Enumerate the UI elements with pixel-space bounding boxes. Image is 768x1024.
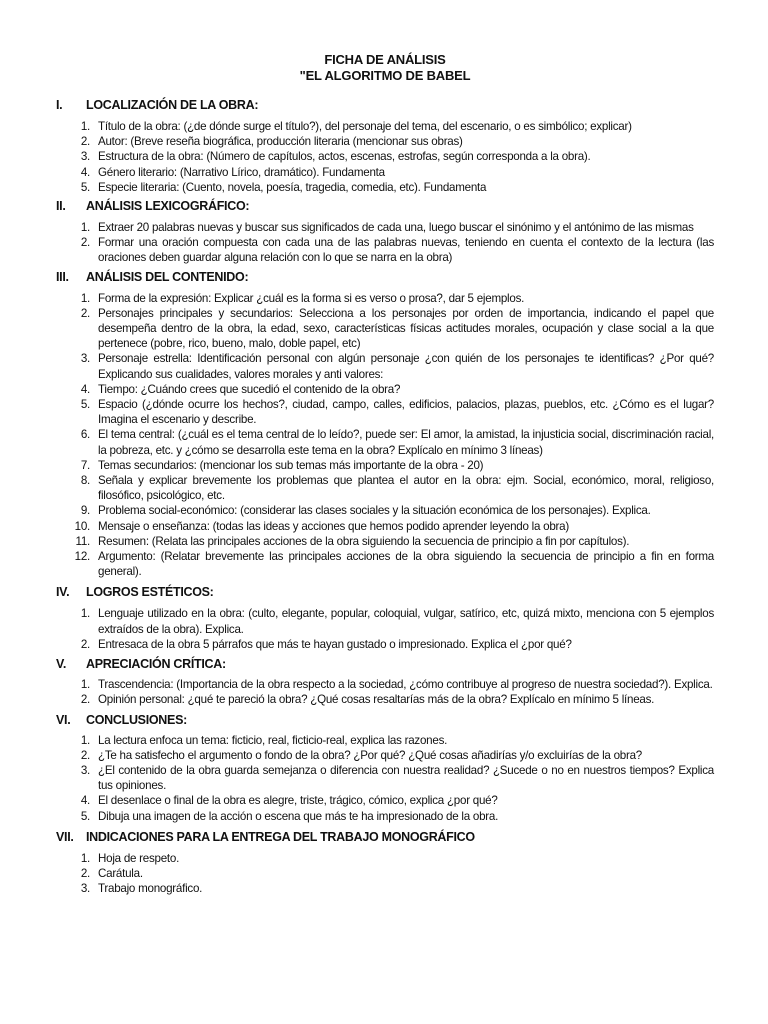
section-title: APRECIACIÓN CRÍTICA: (86, 657, 226, 672)
item-text: ¿El contenido de la obra guarda semejanza o diferencia con nuestra realidad? ¿Sucede o no en nuestros tiempos? Explica tus opiniones. (98, 763, 714, 793)
item-list (56, 119, 714, 195)
section-number: VI. (56, 712, 71, 727)
item-number: 4. (80, 794, 90, 808)
item-number: 1. (80, 221, 90, 235)
item-number: 3. (80, 352, 90, 366)
item-number: 5. (80, 809, 90, 823)
sections-container (56, 97, 714, 896)
section-title: ANÁLISIS DEL CONTENIDO: (86, 269, 249, 284)
list-item (56, 503, 714, 518)
item-number: 5. (80, 180, 90, 194)
item-text: Temas secundarios: (mencionar los sub temas más importante de la obra - 20) (98, 458, 484, 472)
item-number: 1. (80, 851, 90, 865)
list-item (56, 306, 714, 352)
list-item (56, 220, 714, 235)
list-item (56, 763, 714, 793)
list-item (56, 134, 714, 149)
item-number: 1. (80, 120, 90, 133)
item-number: 2. (80, 637, 90, 651)
section-heading (56, 712, 714, 728)
list-item (56, 458, 714, 473)
item-text: El tema central: (¿cuál es el tema central de lo leído?, puede ser: El amor, la amistad, la injusticia social, discriminación racial, la pobreza, etc. y ¿cómo se desarrolla este tema en la obra? Explícalo en mínimo 3 líneas) (98, 428, 714, 457)
item-number: 1. (80, 678, 90, 692)
list-item (56, 235, 714, 265)
item-number: 1. (80, 291, 90, 305)
item-number: 2. (80, 306, 90, 320)
list-item (56, 692, 714, 707)
item-text: Entresaca de la obra 5 párrafos que más te hayan gustado o impresionado. Explica el ¿por qué? (98, 637, 572, 651)
list-item (56, 291, 714, 306)
section-5 (56, 656, 714, 707)
item-text: Género literario: (Narrativo Lírico, dramático). Fundamenta (98, 165, 385, 179)
item-number: 7. (80, 458, 90, 472)
item-text: Mensaje o enseñanza: (todas las ideas y acciones que hemos podido aprender leyendo la obra) (98, 519, 569, 533)
item-text: Personajes principales y secundarios: Selecciona a los personajes por orden de importancia, indicando el papel que desempeña dentro de la obra, la edad, sexo, características físicas actitudes morales, ocupación y clase social a la que pertenece (pobre, rico, bueno, malo, doble papel, etc) (98, 306, 714, 351)
item-text: Especie literaria: (Cuento, novela, poesía, tragedia, comedia, etc). Fundamenta (98, 180, 487, 194)
list-item (56, 473, 714, 503)
item-text: El desenlace o final de la obra es alegre, triste, trágico, cómico, explica ¿por qué? (98, 794, 498, 808)
item-number: 10. (74, 519, 90, 533)
item-number: 12. (74, 550, 90, 564)
list-item (56, 866, 714, 881)
list-item (56, 165, 714, 180)
section-3 (56, 269, 714, 580)
item-text: Señala y explicar brevemente los problemas que plantea el autor en la obra: ejm. Social, económico, moral, religioso, filosófico, psicológico, etc. (98, 474, 714, 503)
item-number: 11. (75, 534, 90, 548)
item-list (56, 733, 714, 824)
list-item (56, 119, 714, 134)
section-title: ANÁLISIS LEXICOGRÁFICO: (86, 199, 250, 214)
item-number: 1. (80, 607, 90, 621)
item-text: Lenguaje utilizado en la obra: (culto, elegante, popular, coloquial, vulgar, satírico, etc, quizá mixto, menciona con 5 ejemplos extraídos de la obra). Explica. (98, 607, 714, 636)
section-heading (56, 584, 714, 600)
item-list (56, 851, 714, 897)
item-number: 9. (80, 504, 90, 518)
list-item (56, 397, 714, 427)
item-list (56, 606, 714, 652)
item-number: 3. (80, 882, 90, 896)
section-2 (56, 198, 714, 266)
item-text: Dibuja una imagen de la acción o escena que más te ha impresionado de la obra. (98, 809, 499, 823)
section-title: LOGROS ESTÉTICOS: (86, 585, 214, 600)
list-item (56, 351, 714, 381)
section-title: INDICACIONES PARA LA ENTREGA DEL TRABAJO MONOGRÁFICO (86, 829, 475, 844)
item-number: 4. (80, 165, 90, 179)
item-text: Trascendencia: (Importancia de la obra respecto a la sociedad, ¿cómo contribuye al progreso de nuestra sociedad?). Explica. (98, 678, 713, 692)
item-text: Problema social-económico: (considerar las clases sociales y la situación económica de los personajes). Explica. (98, 504, 651, 518)
item-number: 3. (80, 763, 90, 777)
item-text: Personaje estrella: Identificación personal con algún personaje ¿con quién de los personajes te identificas? ¿Por qué? Explicando sus cualidades, valores morales y anti valores: (98, 352, 714, 381)
list-item (56, 851, 714, 866)
section-heading (56, 656, 714, 672)
item-number: 1. (80, 733, 90, 747)
item-list (56, 220, 714, 266)
item-text: Título de la obra: (¿de dónde surge el título?), del personaje del tema, del escenario, o es simbólico; explicar) (98, 120, 632, 133)
list-item (56, 881, 714, 896)
list-item (56, 637, 714, 652)
list-item (56, 519, 714, 534)
item-text: Tiempo: ¿Cuándo crees que sucedió el contenido de la obra? (98, 382, 401, 396)
section-7 (56, 829, 714, 897)
section-number: VII. (56, 829, 74, 844)
section-number: I. (56, 98, 63, 112)
item-text: Hoja de respeto. (98, 851, 180, 865)
item-text: Resumen: (Relata las principales acciones de la obra siguiendo la secuencia de principio a fin por capítulos). (98, 534, 630, 548)
list-item (56, 180, 714, 195)
list-item (56, 748, 714, 763)
list-item (56, 606, 714, 636)
list-item (56, 382, 714, 397)
document-title: FICHA DE ANÁLISIS (324, 52, 446, 67)
section-4 (56, 584, 714, 652)
item-text: Opinión personal: ¿qué te pareció la obra? ¿Qué cosas resaltarías más de la obra? Explícalo en mínimo 5 líneas. (98, 693, 655, 707)
list-item (56, 549, 714, 579)
item-number: 6. (80, 428, 90, 442)
list-item (56, 793, 714, 808)
item-text: Trabajo monográfico. (98, 882, 203, 896)
list-item (56, 733, 714, 748)
section-heading (56, 829, 714, 845)
section-number: II. (56, 199, 66, 214)
item-text: Formar una oración compuesta con cada una de las palabras nuevas, teniendo en cuenta el contexto de la lectura (las oraciones deben guardar alguna relación con lo que se narra en la obra) (98, 236, 714, 265)
list-item (56, 149, 714, 164)
item-text: Autor: (Breve reseña biográfica, producción literaria (mencionar sus obras) (98, 135, 463, 149)
item-list (56, 677, 714, 707)
item-number: 2. (80, 135, 90, 149)
list-item (56, 534, 714, 549)
section-heading (56, 269, 714, 285)
document-subtitle: "EL ALGORITMO DE BABEL (299, 68, 471, 83)
list-item (56, 809, 714, 824)
list-item (56, 677, 714, 692)
item-text: Estructura de la obra: (Número de capítulos, actos, escenas, estrofas, según corresponda a la obra). (98, 150, 591, 164)
list-item (56, 427, 714, 457)
section-heading (56, 198, 714, 214)
item-number: 2. (80, 236, 90, 250)
section-number: V. (56, 657, 67, 672)
section-6 (56, 712, 714, 824)
item-text: Espacio (¿dónde ocurre los hechos?, ciudad, campo, calles, edificios, palacios, plazas, pueblos, etc. ¿Cómo es el lugar? Imagina el escenario y describe. (98, 398, 714, 427)
item-number: 4. (80, 382, 90, 396)
section-1 (56, 97, 714, 195)
section-number: III. (56, 269, 69, 284)
item-text: Extraer 20 palabras nuevas y buscar sus significados de cada una, luego buscar el sinónimo y el antónimo de las mismas (98, 221, 694, 235)
item-text: Forma de la expresión: Explicar ¿cuál es la forma si es verso o prosa?, dar 5 ejemplos. (98, 291, 525, 305)
item-list (56, 291, 714, 580)
item-number: 2. (80, 693, 90, 707)
section-title: LOCALIZACIÓN DE LA OBRA: (86, 98, 259, 112)
item-text: ¿Te ha satisfecho el argumento o fondo de la obra? ¿Por qué? ¿Qué cosas añadirías y/o excluirías de la obra? (98, 748, 643, 762)
item-number: 5. (80, 398, 90, 412)
item-text: La lectura enfoca un tema: ficticio, real, ficticio-real, explica las razones. (98, 733, 448, 747)
item-number: 3. (80, 150, 90, 164)
item-number: 2. (80, 748, 90, 762)
item-text: Carátula. (98, 866, 143, 880)
item-number: 8. (80, 474, 90, 488)
item-number: 2. (80, 866, 90, 880)
section-title: CONCLUSIONES: (86, 712, 187, 727)
item-text: Argumento: (Relatar brevemente las principales acciones de la obra siguiendo la secuencia de principio a fin en forma general). (98, 550, 714, 579)
section-number: IV. (56, 585, 70, 600)
section-heading (56, 97, 714, 113)
